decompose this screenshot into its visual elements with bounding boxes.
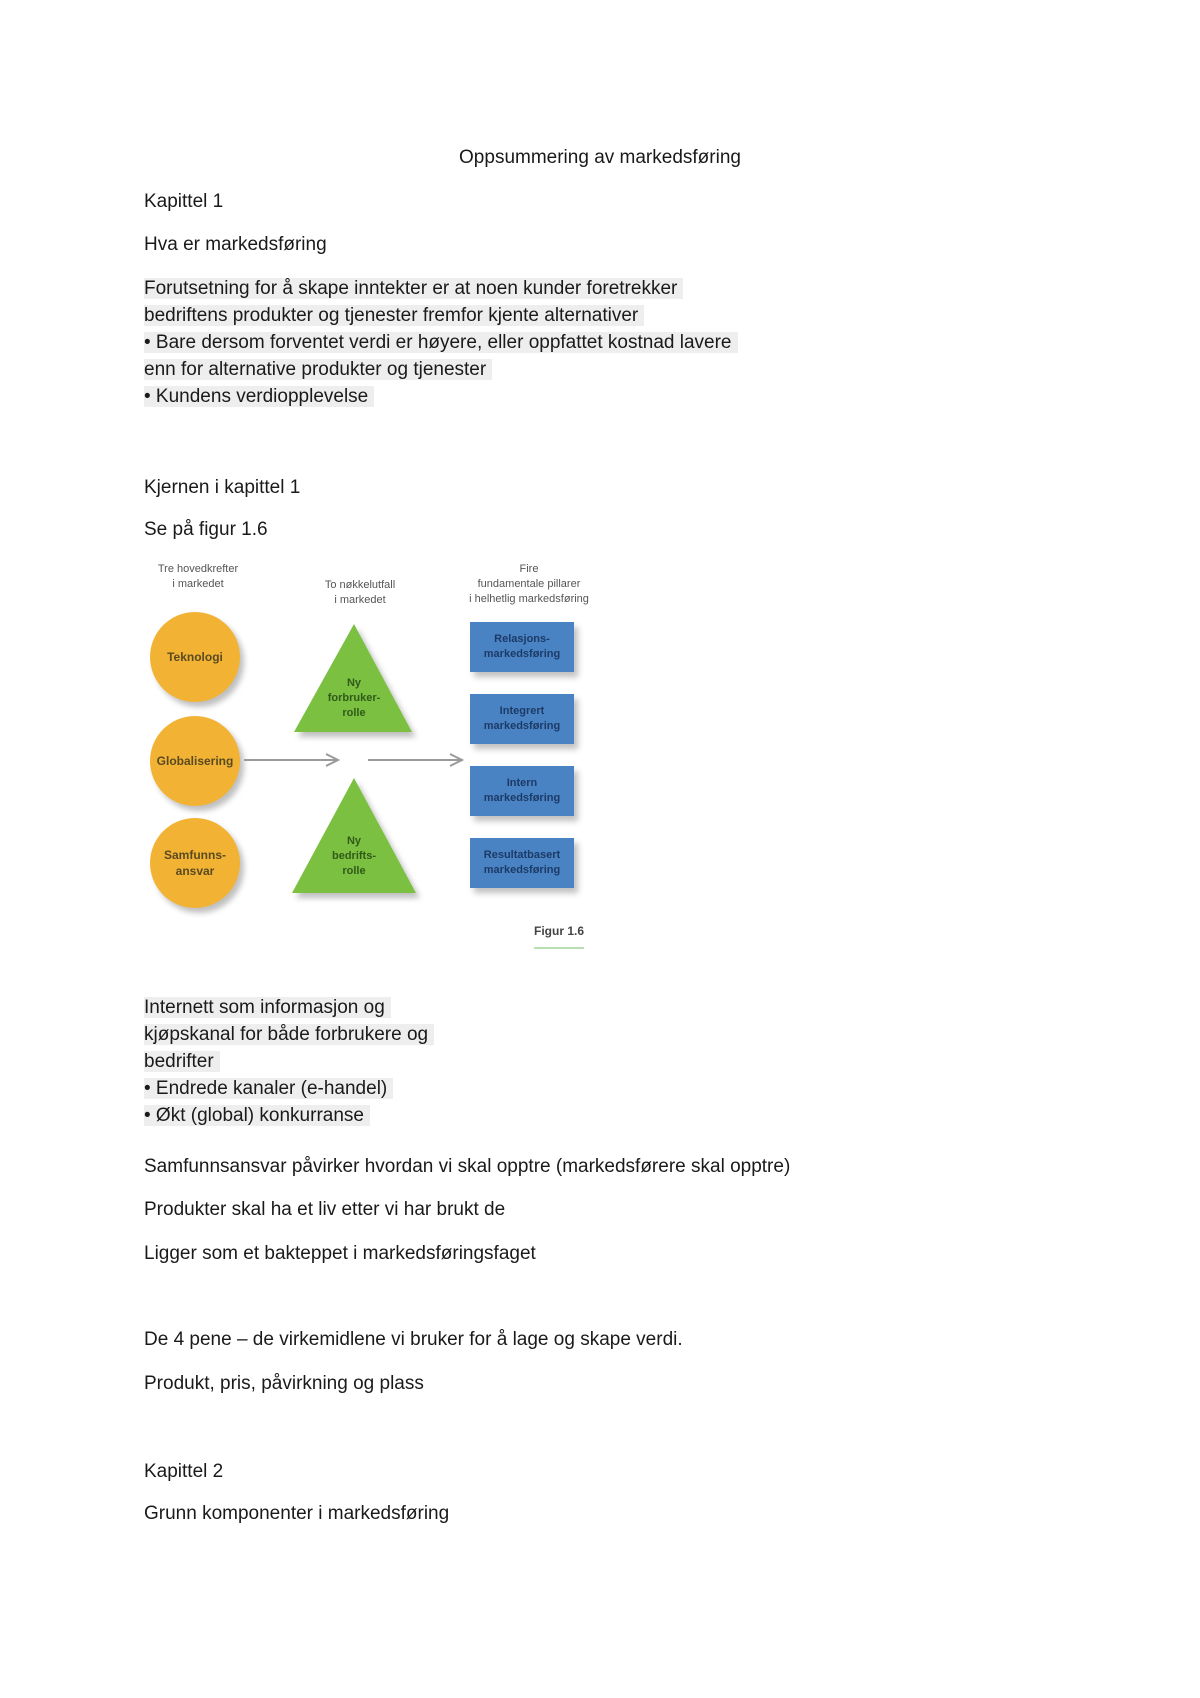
chapter-2-heading: Kapittel 2 xyxy=(144,1461,224,1482)
triangle-label-business: Ny bedrifts- rolle xyxy=(332,835,376,877)
block2-line: bedrifter xyxy=(144,1051,220,1072)
paragraph-4p: De 4 pene – de virkemidlene vi bruker for å lage og skape verdi. xyxy=(144,1329,683,1350)
triangle-label-consumer: Ny forbruker- rolle xyxy=(327,677,381,719)
highlighted-block-1 xyxy=(144,275,738,410)
highlighted-block-2 xyxy=(144,994,434,1129)
box-results-based-marketing xyxy=(470,838,574,888)
figure-1-6 xyxy=(144,556,594,956)
circle-label: Teknologi xyxy=(167,650,223,664)
box-label: Integrert markedsføring xyxy=(483,705,561,732)
paragraph-social-responsibility: Samfunnsansvar påvirker hvordan vi skal opptre (markedsførere skal opptre) xyxy=(144,1156,791,1177)
box-relationship-marketing xyxy=(470,622,574,672)
block1-line: • Bare dersom forventet verdi er høyere, eller oppfattet kostnad lavere xyxy=(144,332,738,353)
paragraph-basic-components: Grunn komponenter i markedsføring xyxy=(144,1503,450,1524)
box-label: Relasjons- markedsføring xyxy=(483,633,561,660)
block2-line: kjøpskanal for både forbrukere og xyxy=(144,1024,434,1045)
core-heading: Kjernen i kapittel 1 xyxy=(144,477,301,498)
what-is-marketing-heading: Hva er markedsføring xyxy=(144,234,327,255)
block1-line: Forutsetning for å skape inntekter er at noen kunder foretrekker xyxy=(144,278,683,299)
block2-line: Internett som informasjon og xyxy=(144,997,391,1018)
block1-line: enn for alternative produkter og tjenester xyxy=(144,359,492,380)
see-figure-text: Se på figur 1.6 xyxy=(144,519,268,540)
block2-line: • Økt (global) konkurranse xyxy=(144,1105,370,1126)
circle-label: Samfunns- ansvar xyxy=(163,848,226,878)
box-label: Intern markedsføring xyxy=(483,777,561,804)
figure-graphics xyxy=(144,556,594,956)
paragraph-4p-list: Produkt, pris, påvirkning og plass xyxy=(144,1373,424,1394)
circle-label: Globalisering xyxy=(156,754,234,768)
paragraph-product-life: Produkter skal ha et liv etter vi har brukt de xyxy=(144,1199,506,1220)
figure-header-pillars: Fire fundamentale pillarer i helhetlig markedsføring xyxy=(469,563,589,605)
document-title: Oppsummering av markedsføring xyxy=(459,147,741,168)
figure-header-forces: Tre hovedkrefter i markedet xyxy=(157,563,239,590)
block2-line: • Endrede kanaler (e-handel) xyxy=(144,1078,393,1099)
box-internal-marketing xyxy=(470,766,574,816)
box-label: Resultatbasert markedsføring xyxy=(483,849,561,876)
figure-caption: Figur 1.6 xyxy=(534,924,585,938)
block1-line: • Kundens verdiopplevelse xyxy=(144,386,374,407)
chapter-1-heading: Kapittel 1 xyxy=(144,191,224,212)
paragraph-backdrop: Ligger som et bakteppet i markedsføringsfaget xyxy=(144,1243,536,1264)
block1-line: bedriftens produkter og tjenester fremfor kjente alternativer xyxy=(144,305,644,326)
figure-header-outcomes: To nøkkelutfall i markedet xyxy=(324,579,396,606)
box-integrated-marketing xyxy=(470,694,574,744)
